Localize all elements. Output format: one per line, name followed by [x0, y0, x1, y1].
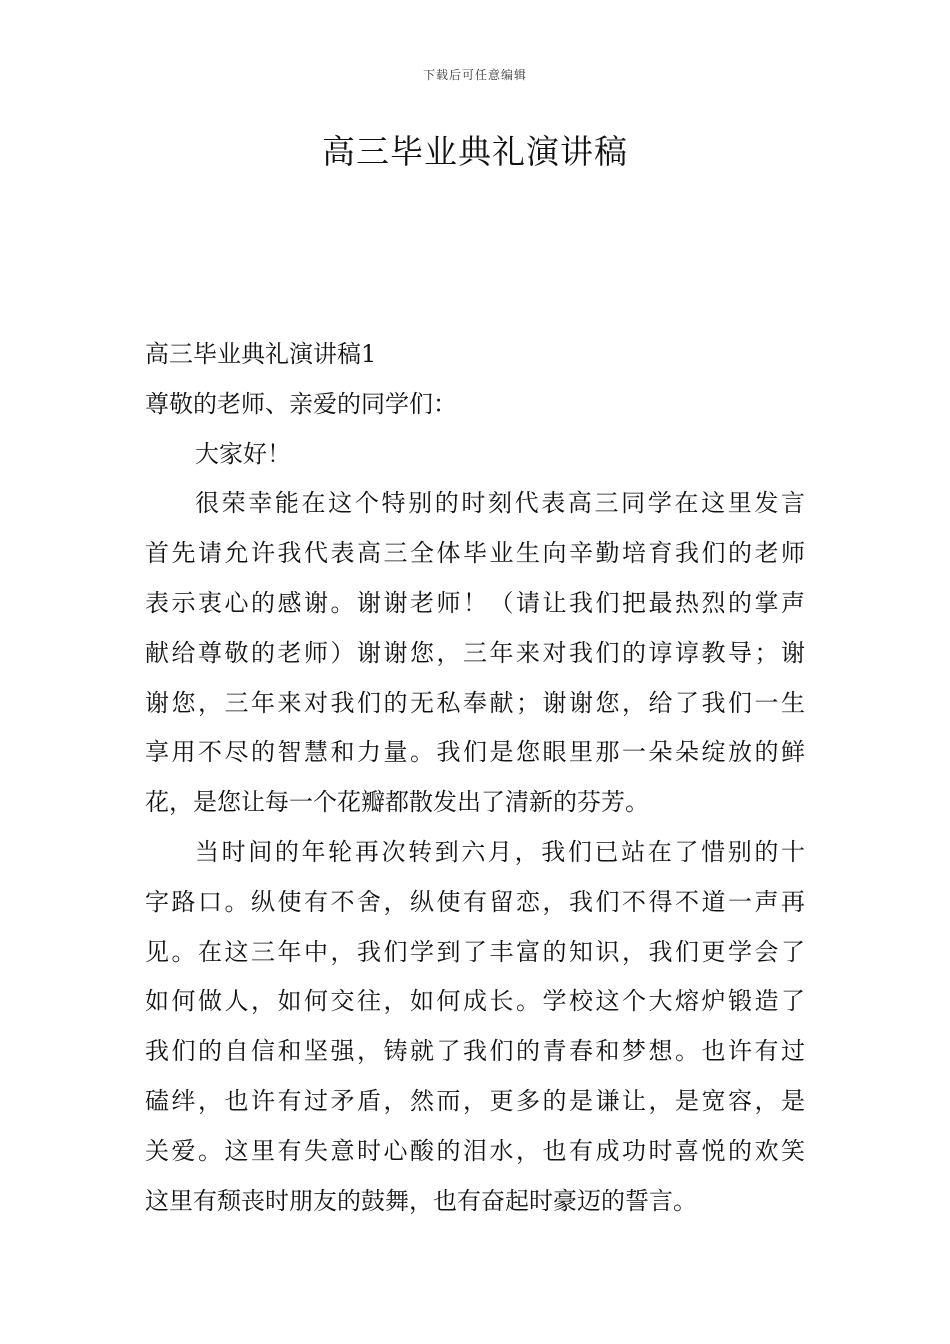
paragraph-1-line: 花，是您让每一个花瓣都散发出了清新的芬芳。 [145, 788, 649, 817]
paragraph-2 [145, 828, 805, 1226]
greeting: 大家好！ [195, 439, 291, 468]
paragraph-2-line: 如何做人，如何交往，如何成长。学校这个大熔炉锻造了 [145, 987, 805, 1016]
document-title: 高三毕业典礼演讲稿 [322, 132, 628, 171]
section-heading: 高三毕业典礼演讲稿1 [145, 340, 377, 368]
paragraph-2-line: 见。在这三年中，我们学到了丰富的知识，我们更学会了 [145, 937, 805, 966]
paragraph-1-line: 表示衷心的感谢。谢谢老师！（请让我们把最热烈的掌声 [145, 588, 805, 617]
paragraph-2-line: 磕绊，也许有过矛盾，然而，更多的是谦让，是宽容，是 [145, 1086, 805, 1115]
paragraph-2-line: 字路口。纵使有不舍，纵使有留恋，我们不得不道一声再 [145, 887, 805, 916]
paragraph-2-line: 当时间的年轮再次转到六月，我们已站在了惜别的十 [195, 837, 805, 866]
paragraph-1-line: 谢您，三年来对我们的无私奉献；谢谢您，给了我们一生 [145, 688, 805, 717]
paragraph-1-line: 献给尊敬的老师）谢谢您，三年来对我们的谆谆教导；谢 [145, 638, 805, 667]
header-note: 下载后可任意编辑 [422, 68, 527, 82]
paragraph-1-line: 首先请允许我代表高三全体毕业生向辛勤培育我们的老师 [145, 539, 805, 568]
paragraph-1 [145, 479, 805, 828]
paragraph-2-line: 关爱。这里有失意时心酸的泪水，也有成功时喜悦的欢笑 [145, 1136, 805, 1165]
paragraph-2-line: 这里有颓丧时朋友的鼓舞，也有奋起时豪迈的誓言。 [145, 1186, 697, 1215]
salutation: 尊敬的老师、亲爱的同学们： [145, 389, 457, 418]
paragraph-2-line: 我们的自信和坚强，铸就了我们的青春和梦想。也许有过 [145, 1037, 805, 1066]
document-body [145, 330, 805, 1226]
paragraph-1-line: 很荣幸能在这个特别的时刻代表高三同学在这里发言 [195, 489, 805, 518]
paragraph-1-line: 享用不尽的智慧和力量。我们是您眼里那一朵朵绽放的鲜 [145, 738, 805, 767]
